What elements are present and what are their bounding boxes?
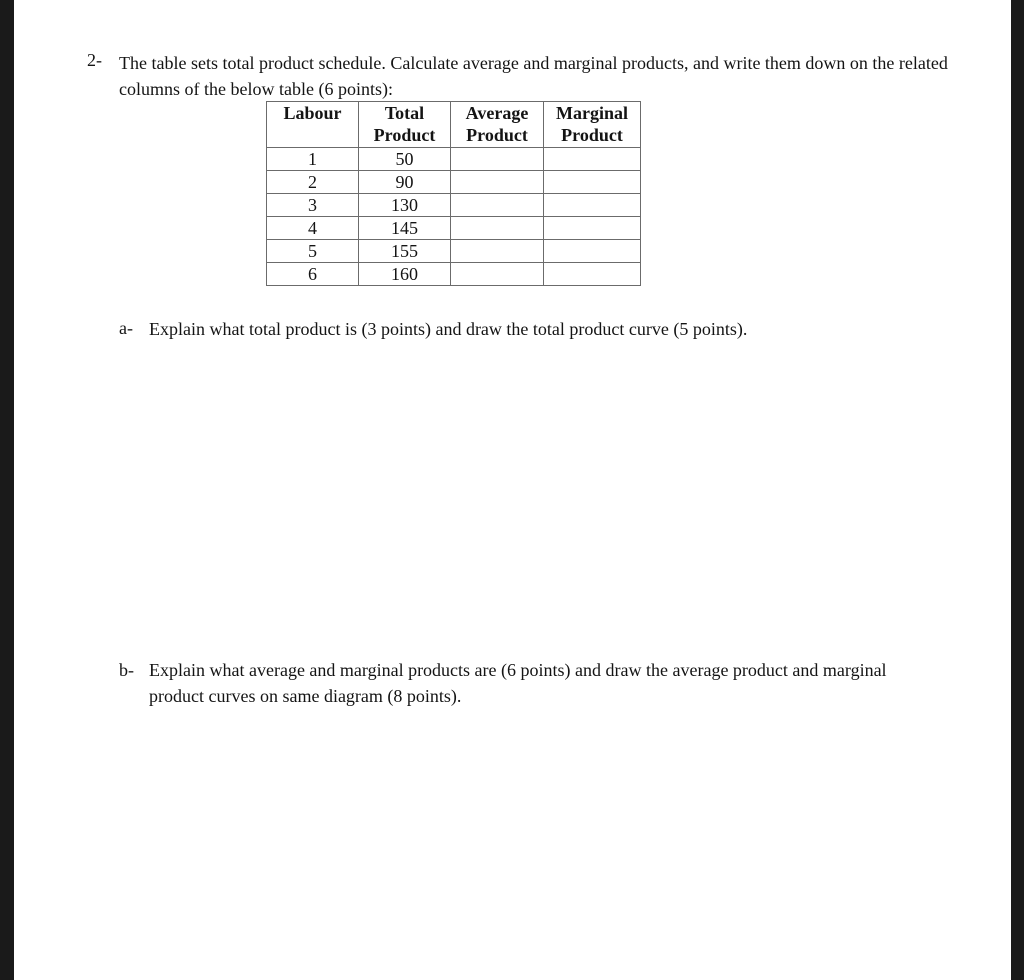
header-average-product: Average Product: [451, 102, 544, 148]
cell-labour: 6: [267, 263, 359, 286]
cell-marginal-product[interactable]: [544, 240, 641, 263]
part-b-label: b-: [119, 660, 134, 680]
header-total-product: Total Product: [359, 102, 451, 148]
cell-marginal-product[interactable]: [544, 171, 641, 194]
table-header-row: [267, 102, 641, 148]
right-dark-border: [1011, 0, 1024, 980]
part-a-label: a-: [119, 318, 133, 338]
part-b-text: Explain what average and marginal products are (6 points) and draw the average product and marginal product curves on same diagram (8 points).: [149, 660, 887, 706]
cell-labour: 2: [267, 171, 359, 194]
table-row: [267, 263, 641, 286]
cell-total-product: 50: [359, 148, 451, 171]
cell-average-product[interactable]: [451, 171, 544, 194]
question-number: 2-: [87, 50, 102, 70]
table-row: [267, 217, 641, 240]
left-dark-border: [0, 0, 14, 980]
cell-labour: 4: [267, 217, 359, 240]
header-labour: Labour: [267, 102, 359, 148]
cell-average-product[interactable]: [451, 148, 544, 171]
cell-marginal-product[interactable]: [544, 148, 641, 171]
cell-average-product[interactable]: [451, 217, 544, 240]
cell-labour: 5: [267, 240, 359, 263]
cell-total-product: 160: [359, 263, 451, 286]
table-row: [267, 148, 641, 171]
question-text: The table sets total product schedule. Calculate average and marginal products, and write them down on the related columns of the below table (6 points):: [119, 53, 948, 99]
cell-labour: 3: [267, 194, 359, 217]
table-row: [267, 240, 641, 263]
cell-average-product[interactable]: [451, 194, 544, 217]
table-row: [267, 194, 641, 217]
cell-average-product[interactable]: [451, 263, 544, 286]
cell-total-product: 130: [359, 194, 451, 217]
cell-marginal-product[interactable]: [544, 263, 641, 286]
cell-marginal-product[interactable]: [544, 217, 641, 240]
cell-marginal-product[interactable]: [544, 194, 641, 217]
cell-labour: 1: [267, 148, 359, 171]
cell-total-product: 155: [359, 240, 451, 263]
cell-total-product: 145: [359, 217, 451, 240]
cell-total-product: 90: [359, 171, 451, 194]
total-product-table: [266, 101, 641, 286]
table-row: [267, 171, 641, 194]
cell-average-product[interactable]: [451, 240, 544, 263]
part-a-text: Explain what total product is (3 points) and draw the total product curve (5 points).: [149, 319, 748, 339]
header-marginal-product: Marginal Product: [544, 102, 641, 148]
